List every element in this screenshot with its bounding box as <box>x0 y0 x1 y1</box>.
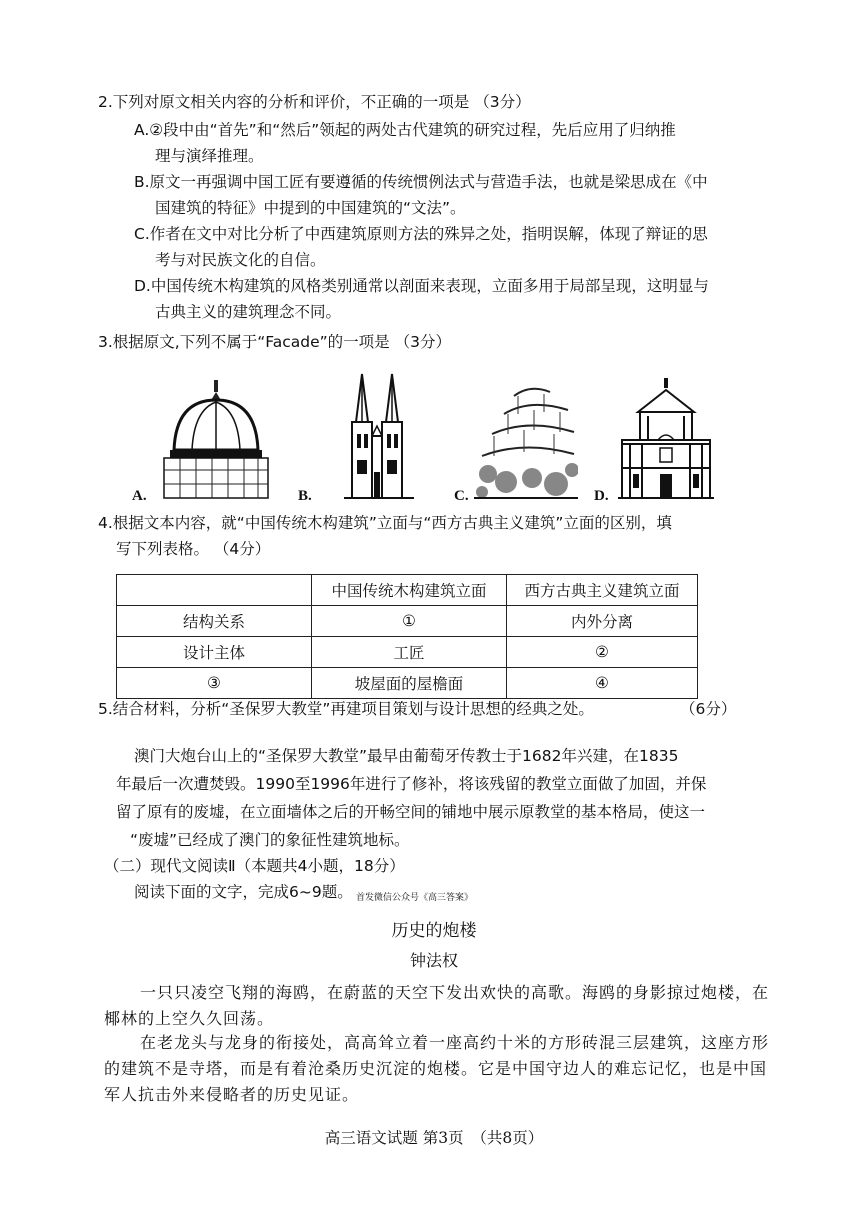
article-title: 历史的炮楼 <box>391 921 477 941</box>
chinese-pavilion-figure <box>474 374 578 500</box>
option-a-label: A. <box>132 488 147 504</box>
table-cell: 工匠 <box>312 637 507 668</box>
table-cell: 坡屋面的屋檐面 <box>312 668 507 699</box>
article-paragraph-line: 军人抗击外来侵略者的历史见证。 <box>104 1085 360 1104</box>
table-header-cell: 中国传统木构建筑立面 <box>312 575 507 606</box>
q2-option-b-cont: 国建筑的特征》中提到的中国建筑的“文法”。 <box>155 199 466 217</box>
watermark-text: 首发微信公众号《高三答案》 <box>356 893 474 903</box>
article-paragraph-line: 的建筑不是寺塔，而是有着沧桑历史沉淀的炮楼。它是中国守边人的难忘记忆，也是中国 <box>104 1059 768 1078</box>
q2-stem: 2.下列对原文相关内容的分析和评价，不正确的一项是 （3分） <box>98 93 531 111</box>
q5-score: （6分） <box>680 700 737 718</box>
option-c-label: C. <box>454 488 469 504</box>
table-header-cell: 西方古典主义建筑立面 <box>507 575 698 606</box>
table-cell: 结构关系 <box>117 606 312 637</box>
table-cell: 设计主体 <box>117 637 312 668</box>
page-footer: 高三语文试题 第3页 （共8页） <box>324 1129 544 1147</box>
q2-option-d-cont: 古典主义的建筑理念不同。 <box>155 303 342 321</box>
article-paragraph-line: 椰林的上空久久回荡。 <box>104 1009 275 1028</box>
q2-option-d: D.中国传统木构建筑的风格类别通常以剖面来表现，立面多用于局部呈现，这明显与 <box>134 277 709 295</box>
table-header-row <box>117 575 698 606</box>
classical-facade-figure <box>618 378 714 500</box>
option-d-label: D. <box>594 488 609 504</box>
table-cell: ② <box>507 637 698 668</box>
q5-stem: 5.结合材料，分析“圣保罗大教堂”再建项目策划与设计思想的经典之处。 <box>98 700 594 718</box>
q2-option-c-cont: 考与对民族文化的自信。 <box>155 251 326 269</box>
dome-building-figure <box>160 380 272 500</box>
table-cell: ④ <box>507 668 698 699</box>
q5-material-line: 留了原有的废墟，在立面墙体之后的开畅空间的铺地中展示原教堂的基本格局，使这一 <box>116 803 706 821</box>
q5-material-line: 年最后一次遭焚毁。1990至1996年进行了修补，将该残留的教堂立面做了加固，并保 <box>116 775 707 793</box>
article-author: 钟法权 <box>409 951 458 970</box>
table-cell: ① <box>312 606 507 637</box>
option-b-label: B. <box>298 488 312 504</box>
table-cell: ③ <box>117 668 312 699</box>
table-row <box>117 606 698 637</box>
article-paragraph-line: 在老龙头与龙身的衔接处，高高耸立着一座高约十米的方形砖混三层建筑，这座方形 <box>140 1033 770 1052</box>
table-row <box>117 637 698 668</box>
q2-option-c: C.作者在文中对比分析了中西建筑原则方法的殊异之处，指明误解，体现了辩证的思 <box>134 225 708 243</box>
q2-option-a: A.②段中由“首先”和“然后”领起的两处古代建筑的研究过程，先后应用了归纳推 <box>134 121 676 139</box>
comparison-table <box>116 574 698 699</box>
section-heading: （二）现代文阅读Ⅱ（本题共4小题，18分） <box>104 857 405 875</box>
table-header-cell <box>117 575 312 606</box>
reading-instruction: 阅读下面的文字，完成6~9题。 <box>134 883 353 901</box>
q3-figures <box>120 372 780 512</box>
q2-option-a-cont: 理与演绎推理。 <box>155 147 264 165</box>
q2-option-b: B.原文一再强调中国工匠有要遵循的传统惯例法式与营造手法，也就是梁思成在《中 <box>134 173 708 191</box>
table-cell: 内外分离 <box>507 606 698 637</box>
q4-stem-cont: 写下列表格。 （4分） <box>116 540 271 558</box>
gothic-cathedral-figure <box>344 372 414 500</box>
article-paragraph-line: 一只只凌空飞翔的海鸥，在蔚蓝的天空下发出欢快的高歌。海鸥的身影掠过炮楼，在 <box>140 983 770 1002</box>
q4-stem: 4.根据文本内容，就“中国传统木构建筑”立面与“西方古典主义建筑”立面的区别，填 <box>98 514 672 532</box>
table-row <box>117 668 698 699</box>
q5-material-line: “废墟”已经成了澳门的象征性建筑地标。 <box>130 831 410 849</box>
q3-stem: 3.根据原文,下列不属于“Facade”的一项是 （3分） <box>98 333 451 351</box>
q5-material-line: 澳门大炮台山上的“圣保罗大教堂”最早由葡萄牙传教士于1682年兴建，在1835 <box>134 747 679 765</box>
